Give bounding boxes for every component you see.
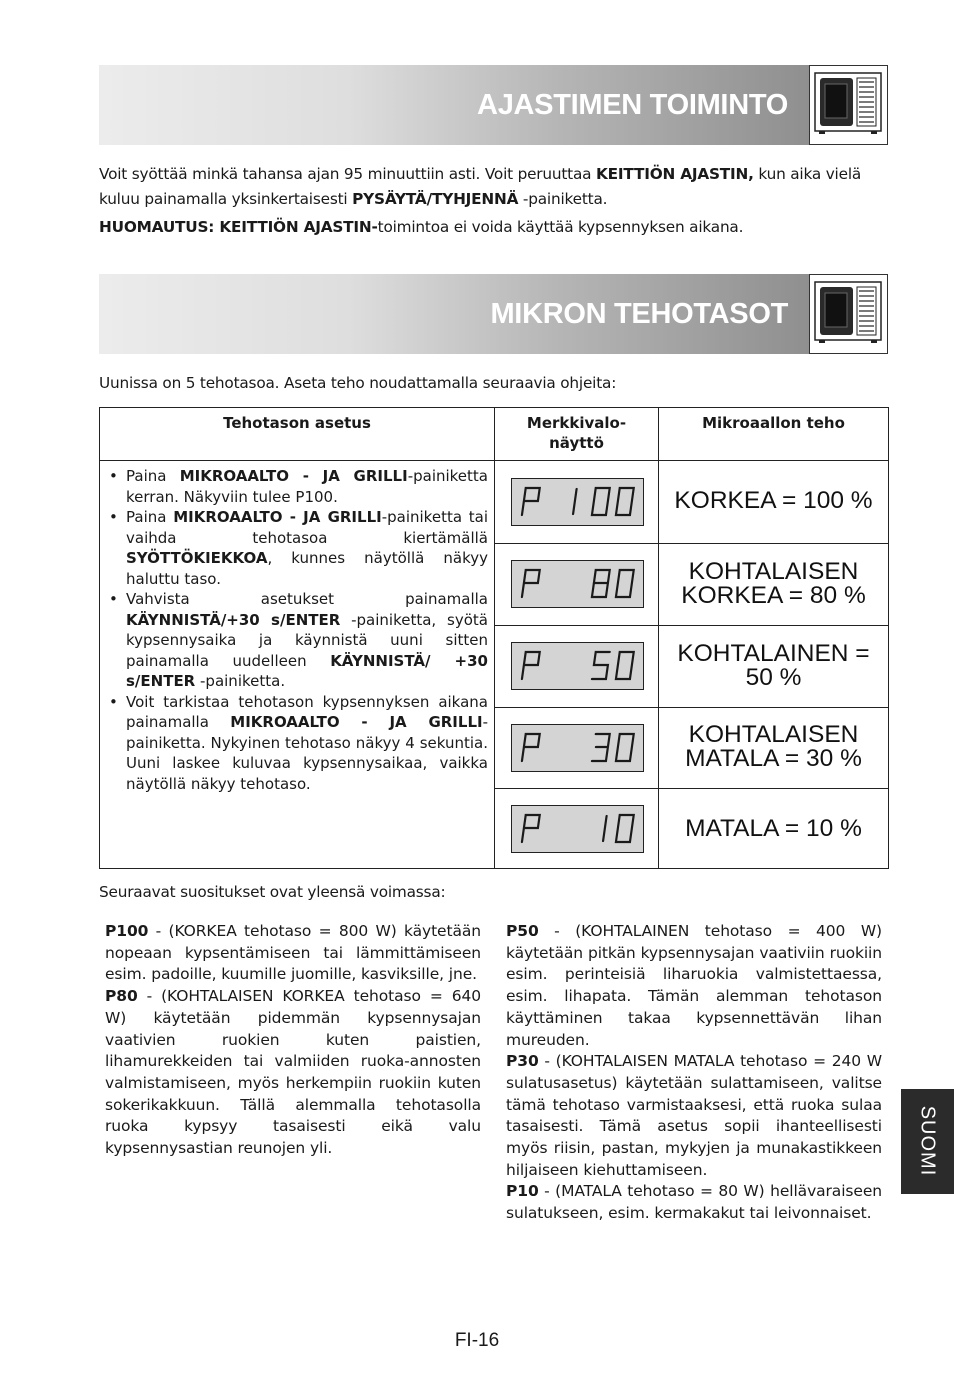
header-cell-display [494, 407, 659, 461]
display-cell-p80 [494, 543, 659, 626]
instruction-item [106, 507, 488, 589]
power-cell-p10 [658, 788, 889, 869]
microwave-icon [809, 65, 888, 145]
section-title-power: MIKRON TEHOTASOT [490, 298, 788, 330]
text-run: -painiketta. [518, 190, 608, 208]
recommend-p30 [506, 1051, 882, 1181]
section-banner-power [99, 274, 888, 354]
level-text: - (KOHTALAISEN KORKEA tehotaso = 640 W) käytetään pidemmän kypsennysajan vaativien ruokien kuten paistien, lihamurekkeiden tai valmiiden ruoka-annosten valmistamiseen, myös herkempiin ruokiin kuten sokerikakkuun. Tällä alemmalla tehotasolla ruoka kypsyy tasaisesti eikä valu kypsennysastian reunojen yli. [105, 987, 481, 1158]
level-key: P10 [506, 1182, 539, 1201]
text-bold: PYSÄYTÄ/TYHJENNÄ [352, 190, 519, 208]
text-run: Voit syöttää minkä tahansa ajan 95 minuuttiin asti. Voit peruuttaa [99, 165, 596, 183]
level-text: - (KORKEA tehotaso = 800 W) käytetään nopeaan kypsentämiseen tai lämmittämiseen esim. padoille, kuumille juomille, kasviksille, jne. [105, 922, 481, 984]
text-run: -painiketta tai vaihda tehotasoa kiertämällä [126, 508, 489, 547]
text-bold: MIKROAALTO - JA GRILLI [230, 713, 483, 731]
text-bold: KÄYNNISTÄ/+30 s/ENTER [126, 610, 341, 629]
lcd-display-p10 [511, 805, 644, 853]
lcd-digits-p50 [512, 643, 642, 688]
section-banner-timer [99, 65, 888, 145]
level-key: P50 [506, 922, 539, 940]
text-bold: MIKROAALTO - JA GRILLI [173, 508, 382, 526]
power-cell-p80 [658, 543, 889, 626]
power-cell-p50 [658, 625, 889, 708]
header-cell-setting [99, 407, 495, 461]
text-run: -painiketta. [195, 672, 286, 690]
level-key: P100 [105, 922, 149, 940]
display-cell-p50 [494, 625, 659, 708]
level-text: - (KOHTALAISEN MATALA tehotaso = 240 W sulatusasetus) käytetään sulattamiseen, valitse tämä tehotaso varmistaaksesi, että ruoka sulaa tasaisesti. Tämä asetus sopii ihanteellisesti myös riisin, pastan, mykyjen ja munakastikkeen hiljaiseen kiehuttamiseen. [506, 1052, 882, 1179]
language-tab [901, 1089, 954, 1194]
display-cell-p10 [494, 788, 659, 869]
display-cell-p100 [494, 460, 659, 544]
timer-note [99, 215, 889, 240]
text-run: -painiketta kerran. Näkyviin tulee P100. [126, 467, 488, 506]
header-cell-power [658, 407, 889, 461]
instruction-item [106, 692, 488, 795]
header-display-line2: näyttö [549, 434, 604, 452]
lcd-digits-p10 [512, 806, 642, 851]
microwave-icon [809, 274, 888, 354]
header-power: Mikroaallon teho [702, 414, 845, 432]
instruction-item [106, 466, 488, 507]
level-key: P80 [105, 987, 138, 1006]
text-run: -painiketta. Nykyinen tehotaso näkyy 4 sekuntia. Uuni laskee kuluvaa kypsennysaikaa, vaikka näytöllä näkyy tehotaso. [126, 713, 489, 793]
text-run: Vahvista asetukset painamalla [126, 590, 488, 608]
text-run: Voit tarkistaa tehotason kypsennyksen aikana painamalla [126, 692, 488, 731]
text-bold: MIKROAALTO - JA GRILLI [179, 467, 408, 485]
power-label-line2: 50 % [745, 664, 802, 691]
language-tab-label: SUOMI [916, 1105, 939, 1177]
power-label-line2: MATALA = 30 % [685, 745, 862, 772]
power-label-line1: KOHTALAINEN = [677, 640, 870, 667]
recommend-col-right [506, 921, 882, 1225]
power-cell-p30 [658, 707, 889, 789]
text-bold: KÄYNNISTÄ/ +30 s/ENTER [126, 651, 488, 690]
text-run: -painiketta, syötä kypsennysaika ja käynnistä uuni sitten painamalla uudelleen [126, 610, 488, 670]
power-label: MATALA = 10 % [685, 815, 862, 842]
lcd-digits-p80 [512, 561, 642, 606]
recommend-p80 [105, 986, 481, 1160]
instruction-item [106, 589, 488, 692]
power-cell-p100 [658, 460, 889, 544]
timer-description [99, 162, 889, 212]
level-text: - (KOHTALAINEN tehotaso = 400 W) käytetään pitkän kypsennysajan vaativiin ruokiin esim. perinteisiä liharuokia valmistettaessa, esim. lihapata. Tämän alemman tehotason käyttäminen takaa kypsennettävän lihan mureuden. [506, 922, 882, 1049]
recommend-p100 [105, 921, 481, 986]
recommend-intro: Seuraavat suositukset ovat yleensä voimassa: [99, 883, 446, 901]
lcd-display-p80 [511, 560, 644, 608]
text-run: Paina [126, 508, 174, 526]
level-text: - (MATALA tehotaso = 80 W) hellävaraiseen sulatukseen, esim. kermakakut tai leivonnaiset. [506, 1182, 882, 1223]
power-label-line2: KORKEA = 80 % [681, 582, 866, 609]
note-text: toimintoa ei voida käyttää kypsennyksen aikana. [377, 218, 744, 236]
instructions-list [106, 466, 488, 794]
lcd-display-p30 [511, 724, 644, 772]
power-label-line1: KOHTALAISEN [688, 721, 859, 748]
lcd-digits-p30 [512, 725, 642, 770]
instructions-cell [99, 460, 495, 869]
power-levels-table [99, 407, 889, 869]
lcd-display-p50 [511, 642, 644, 690]
level-key: P30 [506, 1052, 539, 1071]
power-label-line1: KOHTALAISEN [688, 558, 859, 585]
header-setting: Tehotason asetus [223, 414, 371, 432]
text-run: , kunnes näytöllä näkyy haluttu taso. [126, 549, 488, 588]
lcd-display-p100 [511, 478, 644, 526]
recommend-p10 [506, 1181, 882, 1224]
text-run: Paina [126, 467, 180, 485]
header-display-line1: Merkkivalo- [526, 414, 627, 432]
recommend-col-left [105, 921, 481, 1160]
power-intro: Uunissa on 5 tehotasoa. Aseta teho noudattamalla seuraavia ohjeita: [99, 374, 617, 392]
note-label: HUOMAUTUS: KEITTIÖN AJASTIN- [99, 218, 378, 236]
text-bold: SYÖTTÖKIEKKOA [126, 549, 268, 567]
section-title-timer: AJASTIMEN TOIMINTO [477, 89, 788, 121]
text-run: kun aika vielä kuluu painamalla yksinkertaisesti [99, 165, 862, 208]
text-bold: KEITTIÖN AJASTIN, [595, 165, 754, 183]
page-number: FI-16 [454, 1330, 500, 1351]
lcd-digits-p100 [512, 479, 642, 524]
display-cell-p30 [494, 707, 659, 789]
recommend-p50 [506, 921, 882, 1051]
power-label: KORKEA = 100 % [674, 487, 873, 514]
